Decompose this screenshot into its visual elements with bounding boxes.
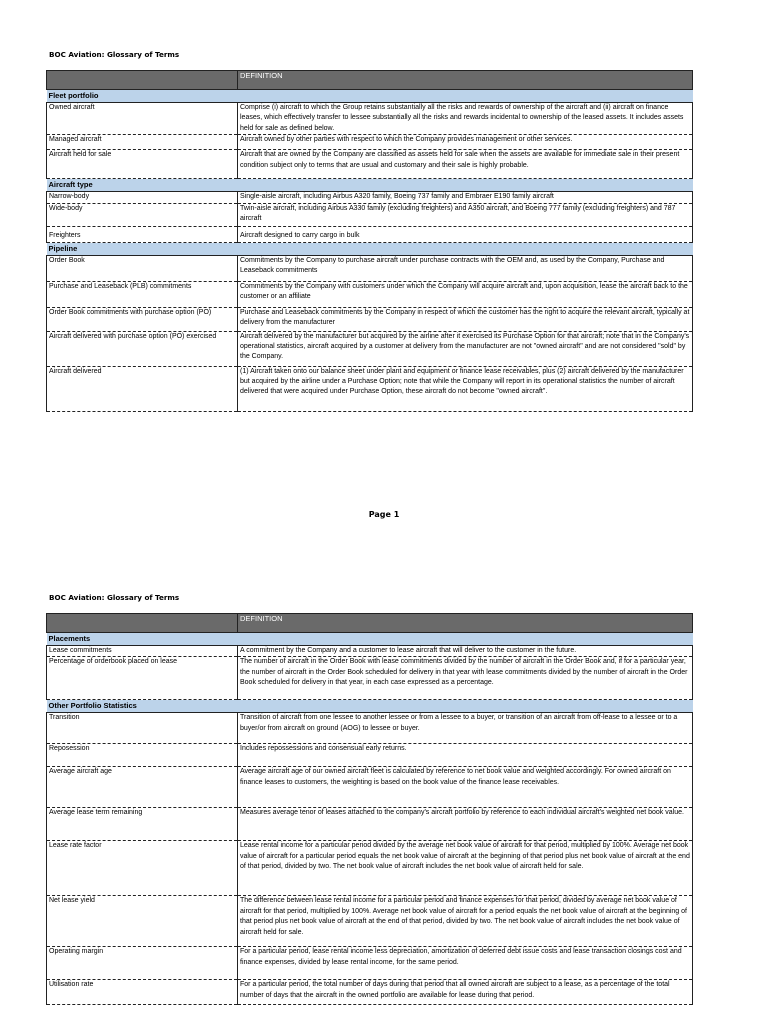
- definition-cell: Aircraft designed to carry cargo in bulk: [238, 226, 693, 242]
- table-row: [47, 713, 693, 744]
- term-header: [47, 71, 238, 90]
- definition-cell: Commitments by the Company to purchase aircraft under purchase contracts with the OEM and, as used by the Company, Purchase and Leaseback commitments: [238, 255, 693, 281]
- table-row: [47, 103, 693, 135]
- definition-cell: Measures average tenor of leases attached to the company's aircraft portfolio by reference to each individual aircraft's weighted net book value.: [238, 808, 693, 841]
- definition-cell: Transition of aircraft from one lessee to another lessee or from a lessee to a buyer, or transition of an aircraft from off-lease to a lessee or to a buyer/or from aircraft on ground (AOG) to lessee or buyer.: [238, 713, 693, 744]
- definition-cell: For a particular period, the total number of days during that period that all owned aircraft are subject to a lease, as a percentage of the total number of days that the aircraft in the owned portfolio are available for lease during that period.: [238, 980, 693, 1005]
- section-row: [47, 242, 693, 255]
- definition-header: DEFINITION: [238, 614, 693, 633]
- definition-cell: Comprise (i) aircraft to which the Group retains substantially all the risks and rewards of ownership of the aircraft and (ii) aircraft on finance leases, which effectively transfer to lessee substantially all the risks and rewards incidental to ownership of the leased assets. It includes assets held for sale as defined below.: [238, 103, 693, 135]
- definition-cell: The difference between lease rental income for a particular period and finance expenses for that period, divided by average net book value of aircraft for that period, multiplied by 100%. Average net book value of aircraft for a period equals the net book value of aircraft at the beginning of that period plus net book value of aircraft at the end of that period, divided by two. The net book value of aircraft includes the net book value of aircraft held for sale.: [238, 896, 693, 947]
- term-cell: Order Book: [47, 255, 238, 281]
- term-cell: Average aircraft age: [47, 767, 238, 808]
- table-row: [47, 744, 693, 767]
- document-title: BOC Aviation: Glossary of Terms: [49, 50, 180, 59]
- term-cell: Lease commitments: [47, 646, 238, 657]
- section-title: Fleet portfolio: [47, 90, 693, 103]
- term-cell: Owned aircraft: [47, 103, 238, 135]
- definition-cell: Purchase and Leaseback commitments by the Company in respect of which the customer has the right to acquire the relevant aircraft, typically at delivery from the manufacturer: [238, 307, 693, 331]
- table-row: [47, 203, 693, 226]
- glossary-table: [46, 70, 693, 412]
- term-cell: Utilisation rate: [47, 980, 238, 1005]
- definition-cell: Average aircraft age of our owned aircraft fleet is calculated by reference to net book value and weighted accordingly. For owned aircraft on finance leases to customers, the weighting is based on the book value of the finance lease receivables.: [238, 767, 693, 808]
- term-cell: Order Book commitments with purchase option (PO): [47, 307, 238, 331]
- table-row: [47, 255, 693, 281]
- term-cell: Operating margin: [47, 947, 238, 980]
- definition-cell: Twin-aisle aircraft, including Airbus A330 family (excluding freighters) and A350 aircraft, and Boeing 777 family (excluding freighters) and 787 aircraft: [238, 203, 693, 226]
- definition-cell: The number of aircraft in the Order Book with lease commitments divided by the number of aircraft in the Order Book and, if for a particular year, the number of aircraft in the Order Book scheduled for delivery in that year with lease commitments divided by the number of aircraft in the Order Book scheduled for delivery in that year, in each case expressed as a percentage.: [238, 657, 693, 700]
- definition-cell: A commitment by the Company and a customer to lease aircraft that will deliver to the customer in the future.: [238, 646, 693, 657]
- table-row: [47, 841, 693, 896]
- table-row: [47, 281, 693, 307]
- section-row: [47, 179, 693, 192]
- section-row: [47, 700, 693, 713]
- term-cell: Reposession: [47, 744, 238, 767]
- glossary-table: [46, 613, 693, 1005]
- table-row: [47, 135, 693, 150]
- definition-cell: Single-aisle aircraft, including Airbus A320 family, Boeing 737 family and Embraer E190 family aircraft: [238, 192, 693, 203]
- term-cell: Lease rate factor: [47, 841, 238, 896]
- table-row: [47, 366, 693, 411]
- term-cell: Aircraft delivered: [47, 366, 238, 411]
- table-row: [47, 896, 693, 947]
- page-number-label: Page 1: [368, 510, 400, 519]
- table-row: [47, 226, 693, 242]
- term-cell: Percentage of orderbook placed on lease: [47, 657, 238, 700]
- term-cell: Freighters: [47, 226, 238, 242]
- section-title: Other Portfolio Statistics: [47, 700, 693, 713]
- term-cell: Transition: [47, 713, 238, 744]
- table-row: [47, 767, 693, 808]
- definition-cell: Aircraft owned by other parties with respect to which the Company provides management or other services.: [238, 135, 693, 150]
- term-cell: Average lease term remaining: [47, 808, 238, 841]
- section-title: Placements: [47, 633, 693, 646]
- definition-cell: (1) Aircraft taken onto our balance sheet under plant and equipment or finance lease receivables, plus (2) aircraft delivered by the manufacturer but acquired by the airline under a Purchase Option; note that while the Company will report in its operational statistics the number of aircraft delivered that were acquired under Purchase Option, these aircraft do not become "owned aircraft".: [238, 366, 693, 411]
- definition-cell: Lease rental income for a particular period divided by the average net book value of aircraft for that period, multiplied by 100%. Average net book value of aircraft for a particular period equals the net book value of aircraft at the beginning of that period plus net book value of aircraft at the end of that period, divided by two. The net book value of aircraft includes the net book value of aircraft held for sale.: [238, 841, 693, 896]
- table-row: [47, 150, 693, 179]
- definition-cell: Includes repossessions and consensual early returns.: [238, 744, 693, 767]
- definition-cell: Commitments by the Company with customers under which the Company will acquire aircraft and, upon acquisition, lease the aircraft back to the customer or an affiliate: [238, 281, 693, 307]
- term-cell: Narrow-body: [47, 192, 238, 203]
- table-row: [47, 331, 693, 366]
- table-row: [47, 947, 693, 980]
- term-cell: Net lease yield: [47, 896, 238, 947]
- definition-cell: For a particular period, lease rental income less depreciation, amortization of deferred debt issue costs and lease transaction closings cost and finance expenses, divided by lease rental income, for the same period.: [238, 947, 693, 980]
- table-header-row: [47, 614, 693, 633]
- section-row: [47, 633, 693, 646]
- glossary-page-1: [46, 50, 693, 412]
- section-title: Pipeline: [47, 242, 693, 255]
- definition-cell: Aircraft delivered by the manufacturer but acquired by the airline after it exercised its Purchase Option for that aircraft; note that in the Company's operational statistics, aircraft acquired by a customer at delivery from the manufacturer are not "owned aircraft" and are not considered "sold" by the Company.: [238, 331, 693, 366]
- table-row: [47, 646, 693, 657]
- term-cell: Wide-body: [47, 203, 238, 226]
- table-row: [47, 808, 693, 841]
- term-cell: Aircraft delivered with purchase option (PO) exercised: [47, 331, 238, 366]
- glossary-page-2: [46, 593, 693, 1005]
- table-row: [47, 980, 693, 1005]
- table-row: [47, 657, 693, 700]
- section-row: [47, 90, 693, 103]
- term-cell: Managed aircraft: [47, 135, 238, 150]
- table-header-row: [47, 71, 693, 90]
- section-title: Aircraft type: [47, 179, 693, 192]
- table-row: [47, 192, 693, 203]
- table-row: [47, 307, 693, 331]
- term-header: [47, 614, 238, 633]
- definition-header: DEFINITION: [238, 71, 693, 90]
- term-cell: Purchase and Leaseback (PLB) commitments: [47, 281, 238, 307]
- term-cell: Aircraft held for sale: [47, 150, 238, 179]
- definition-cell: Aircraft that are owned by the Company are classified as assets held for sale when the assets are available for immediate sale in their present condition subject only to terms that are usual and customary and their sale is highly probable.: [238, 150, 693, 179]
- document-title: BOC Aviation: Glossary of Terms: [49, 593, 180, 602]
